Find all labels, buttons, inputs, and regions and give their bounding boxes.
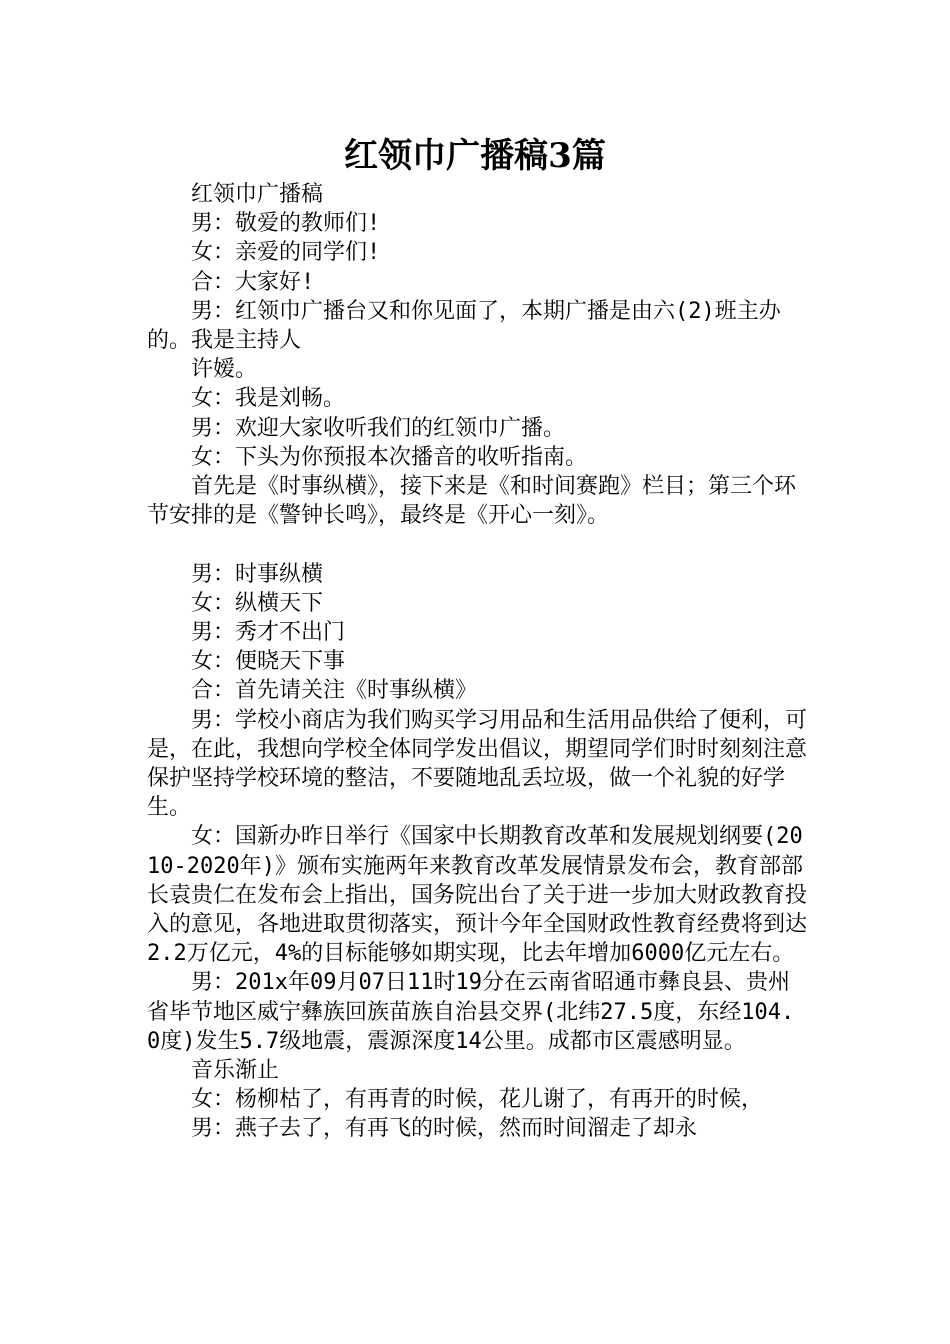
paragraph: 红领巾广播稿 — [191, 182, 324, 207]
paragraph: 女：国新办昨日举行《国家中长期教育改革和发展规划纲要(2010-2020年)》颁布实施两年来教育改革发展情景发布会，教育部部长袁贵仁在发布会上指出，国务院出台了关于进一步加大财政教育投入的意见，各地进取贯彻落实，预计今年全国财政性教育经费将到达2.2万亿元，4%的目标能够如期实现，比去年增加6000亿元左右。 — [147, 824, 808, 967]
paragraph: 女：亲爱的同学们! — [191, 240, 381, 266]
paragraph: 女：纵横天下 — [191, 590, 324, 616]
paragraph: 男：学校小商店为我们购买学习用品和生活用品供给了便利，可是，在此，我想向学校全体同学发出倡议，期望同学们时时刻刻注意保护坚持学校环境的整洁，不要随地乱丢垃圾，做一个礼貌的好学生。 — [147, 707, 808, 821]
paragraph: 合：首先请关注《时事纵横》 — [191, 678, 478, 704]
paragraph: 男：燕子去了，有再飞的时候，然而时间溜走了却永 — [191, 1116, 698, 1142]
document-title: 红领巾广播稿3篇 — [344, 136, 606, 176]
paragraph: 男：欢迎大家收听我们的红领巾广播。 — [191, 415, 566, 441]
paragraph: 男：201x年09月07日11时19分在云南省昭通市彝良县、贵州省毕节地区威宁彝族回族苗族自治县交界(北纬27.5度，东经104.0度)发生5.7级地震，震源深度14公里。成都市区震感明显。 — [147, 970, 795, 1054]
paragraph: 男：红领巾广播台又和你见面了，本期广播是由六(2)班主办的。我是主持人 — [147, 298, 781, 354]
paragraph: 首先是《时事纵横》，接下来是《和时间赛跑》栏目；第三个环节安排的是《警钟长鸣》，最终是《开心一刻》。 — [147, 474, 797, 529]
paragraph: 女：杨柳枯了，有再青的时候，花儿谢了，有再开的时候， — [191, 1087, 764, 1113]
paragraph: 男：敬爱的教师们! — [191, 211, 381, 237]
paragraph: 音乐渐止 — [191, 1058, 280, 1084]
paragraph: 男：秀才不出门 — [191, 620, 346, 646]
paragraph: 许嫒。 — [191, 357, 258, 383]
paragraph: 女：便晓天下事 — [191, 649, 346, 675]
paragraph: 合：大家好! — [191, 269, 315, 295]
document-body — [147, 180, 807, 1144]
paragraph: 女：下头为你预报本次播音的收听指南。 — [191, 444, 588, 470]
paragraph: 女：我是刘畅。 — [191, 386, 346, 412]
paragraph: 男：时事纵横 — [191, 561, 324, 587]
